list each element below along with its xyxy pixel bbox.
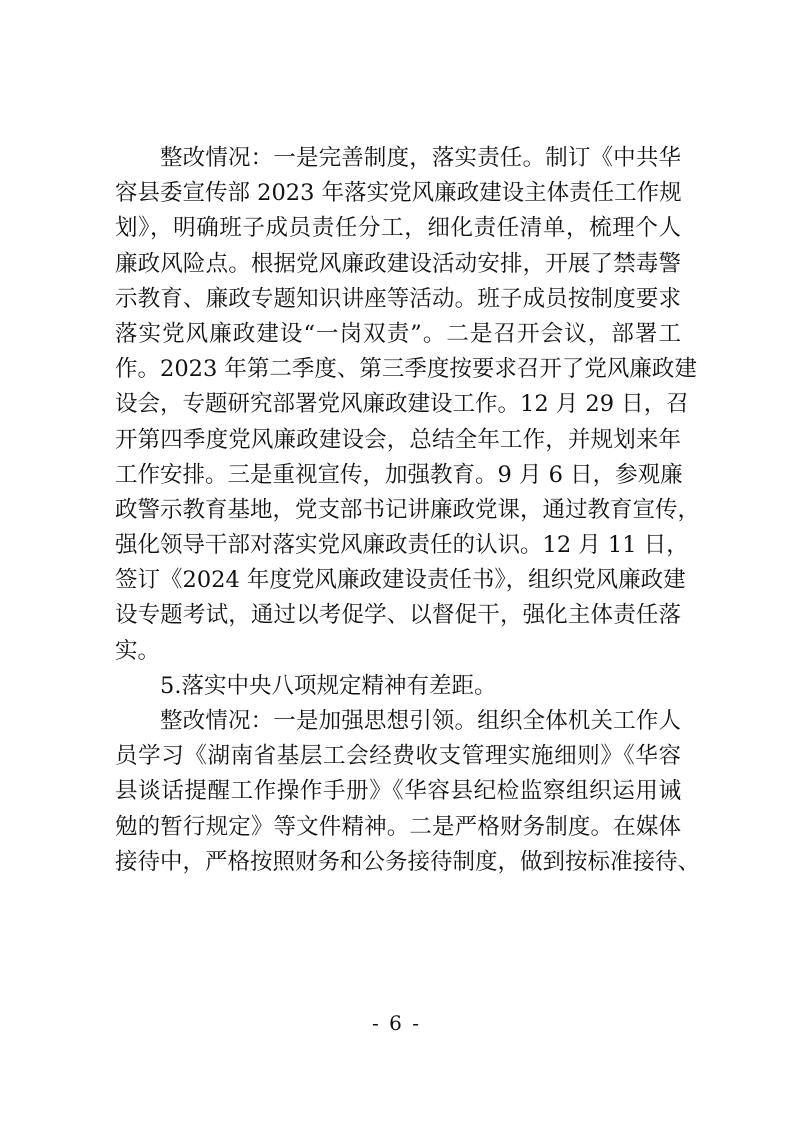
text-line: 整改情况：一是完善制度，落实责任。制订《中共华 <box>160 145 681 171</box>
text-line: 县谈话提醒工作操作手册》《华容县纪检监察组织运用诫 <box>115 778 681 805</box>
document-body <box>115 141 701 880</box>
text-line: 员学习《湖南省基层工会经费收支管理实施细则》《华容 <box>115 743 681 770</box>
text-line: 实。 <box>115 637 161 664</box>
text-line: 整改情况：一是加强思想引领。组织全体机关工作人 <box>160 708 681 734</box>
text-line: 廉政风险点。根据党风廉政建设活动安排，开展了禁毒警 <box>115 250 681 277</box>
paragraph-rectification-2 <box>115 704 701 880</box>
text-line: 设专题考试，通过以考促学、以督促干，强化主体责任落 <box>115 602 681 629</box>
text-line: 示教育、廉政专题知识讲座等活动。班子成员按制度要求 <box>115 285 681 312</box>
text-line: 勉的暂行规定》等文件精神。二是严格财务制度。在媒体 <box>115 813 681 840</box>
text-line: 设会，专题研究部署党风廉政建设工作。12 月 29 日，召 <box>115 391 689 418</box>
text-line: 接待中，严格按照财务和公务接待制度，做到按标准接待、 <box>115 848 701 875</box>
text-line: 落实党风廉政建设“一岗双责”。二是召开会议，部署工 <box>115 320 681 347</box>
text-line: 政警示教育基地，党支部书记讲廉政党课，通过教育宣传， <box>115 496 701 523</box>
section-heading-item-5 <box>115 669 681 704</box>
paragraph-rectification-1 <box>115 141 701 669</box>
text-line: 5.落实中央八项规定精神有差距。 <box>160 672 497 699</box>
text-line: 签订《2024 年度党风廉政建设责任书》，组织党风廉政建 <box>115 567 686 594</box>
text-line: 强化领导干部对落实党风廉政责任的认识。12 月 11 日， <box>115 532 689 559</box>
text-line: 划》，明确班子成员责任分工，细化责任清单，梳理个人 <box>115 215 681 242</box>
text-line: 工作安排。三是重视宣传，加强教育。9 月 6 日，参观廉 <box>115 461 683 488</box>
text-line: 开第四季度党风廉政建设会，总结全年工作，并规划来年 <box>115 426 681 453</box>
text-line: 容县委宣传部 2023 年落实党风廉政建设主体责任工作规 <box>115 180 682 207</box>
page-number: - 6 - <box>372 1011 421 1035</box>
text-line: 作。2023 年第二季度、第三季度按要求召开了党风廉政建 <box>115 356 697 383</box>
